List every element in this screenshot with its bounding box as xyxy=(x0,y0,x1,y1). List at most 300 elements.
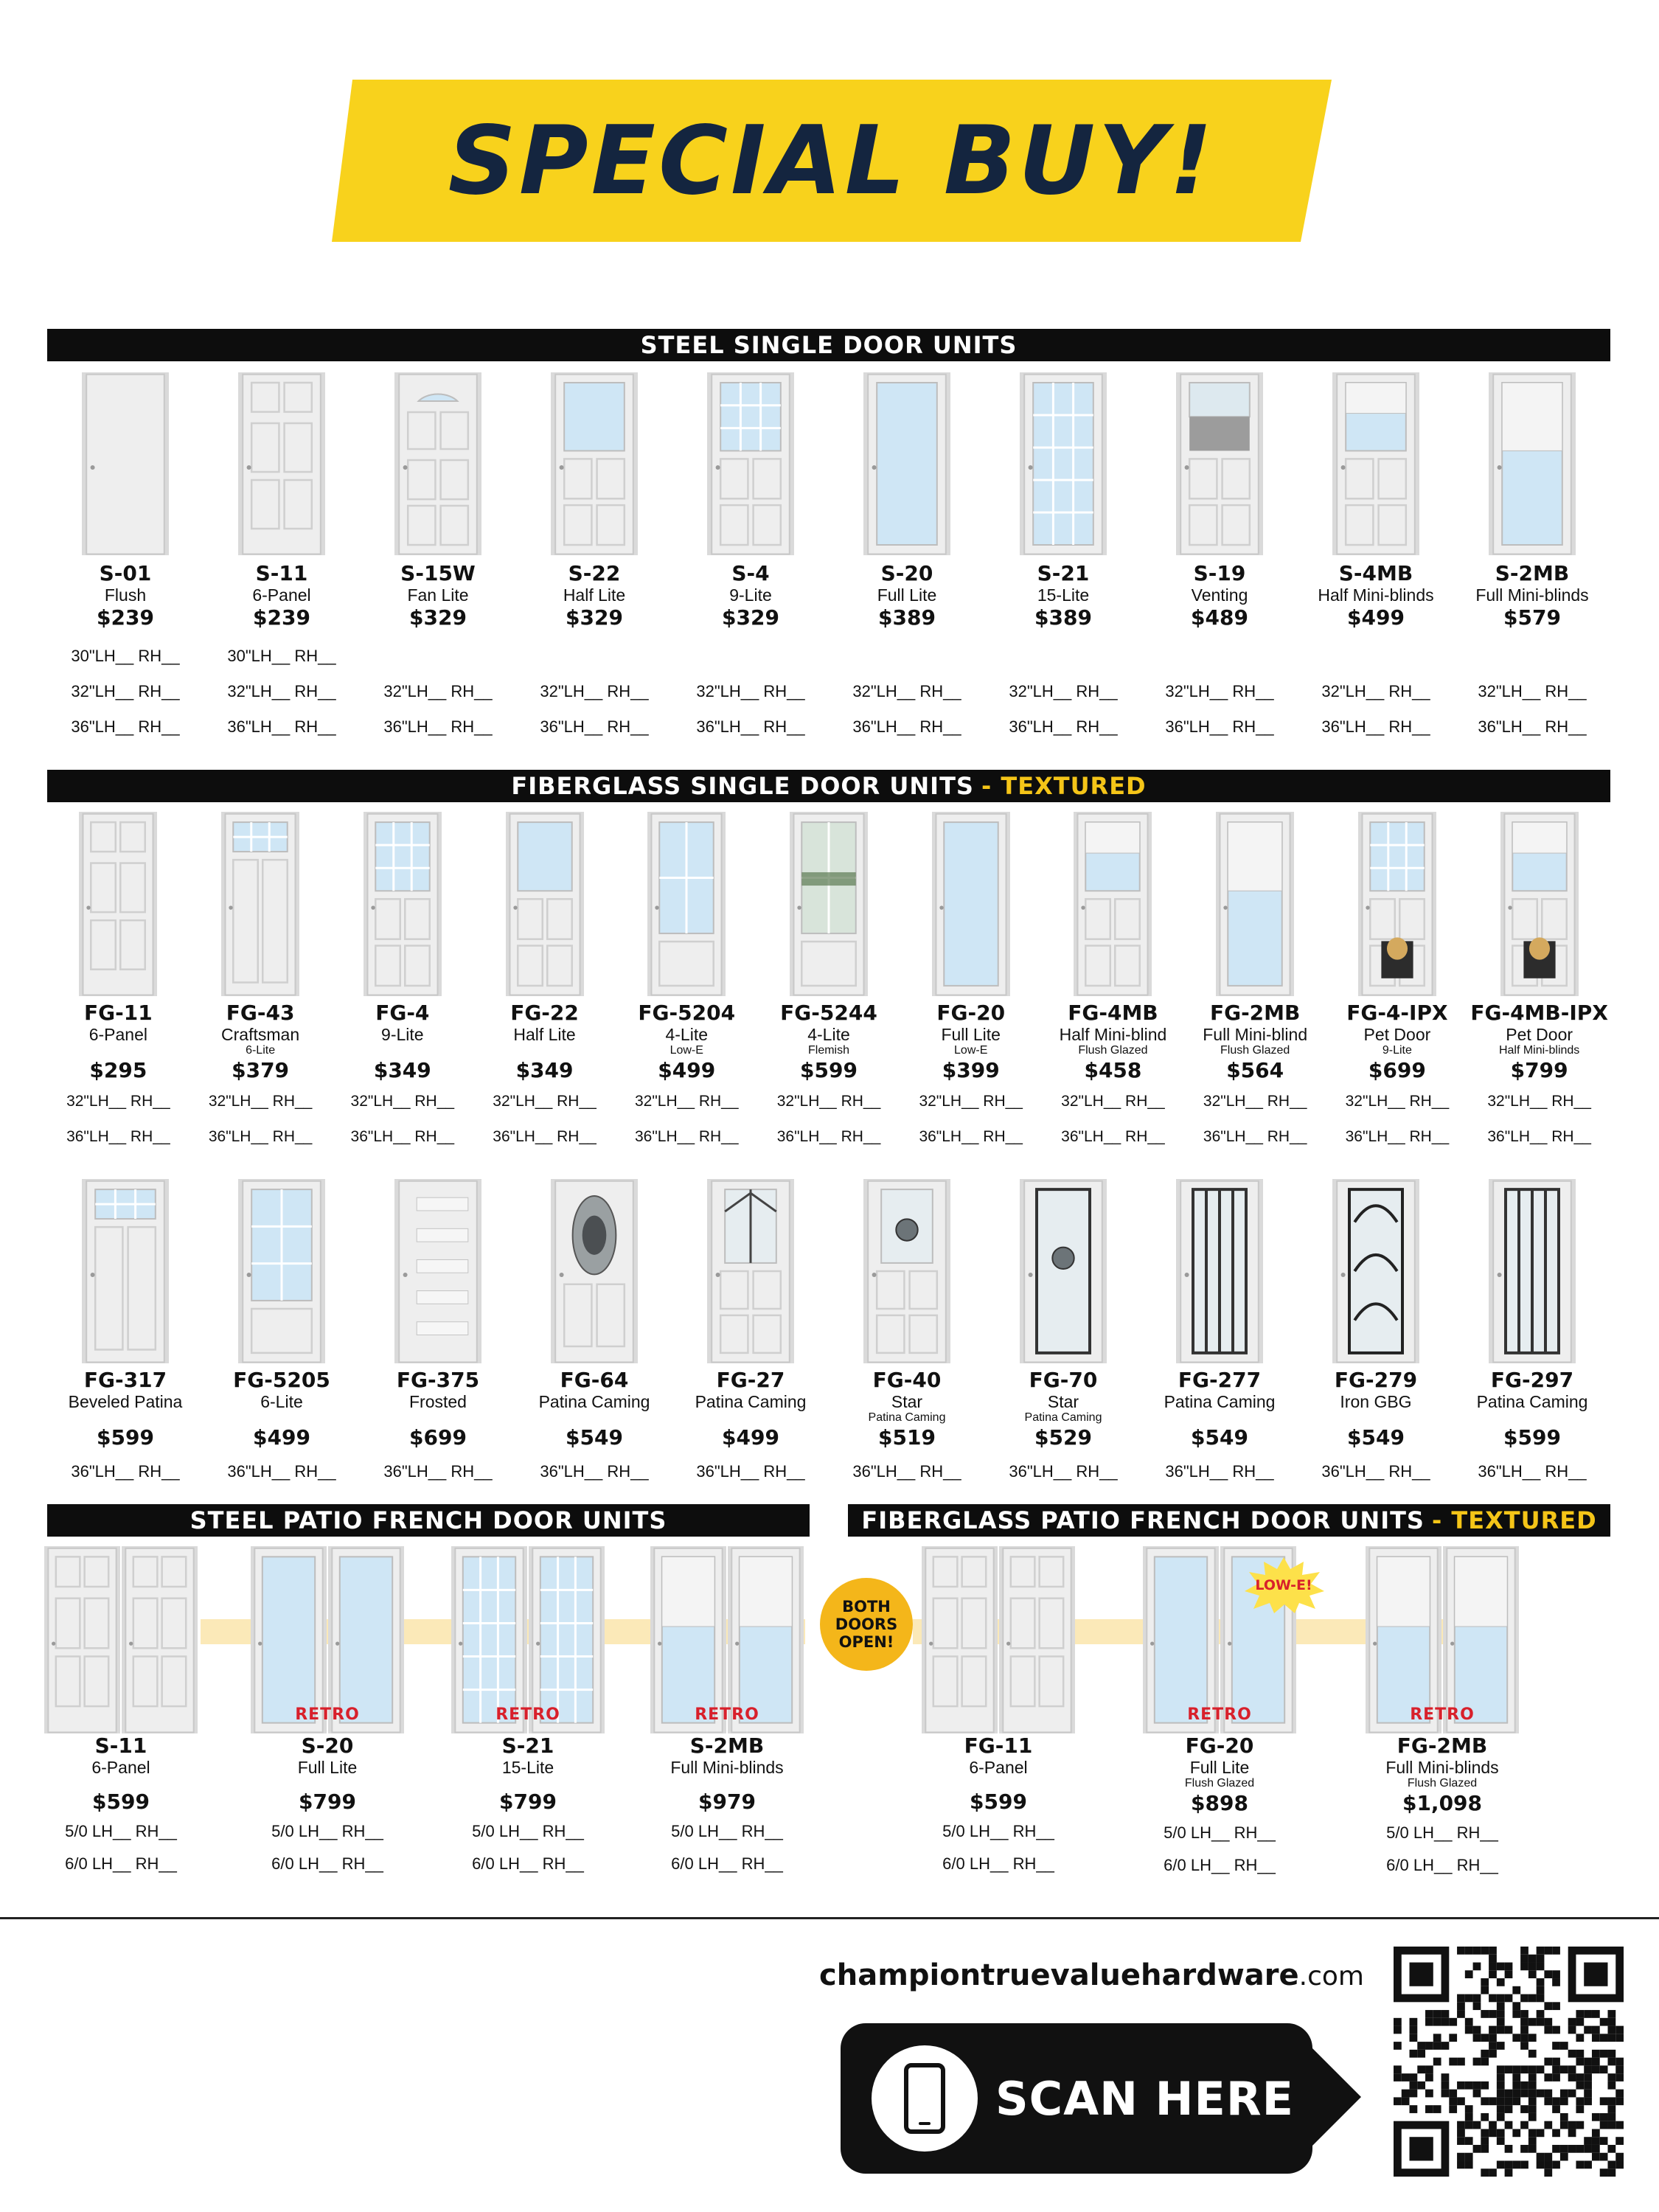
size-option: 6/0 LH__ RH__ xyxy=(65,1854,177,1873)
product-description: Full Lite xyxy=(1189,1758,1250,1777)
size-option: 32"LH__ RH__ xyxy=(1478,682,1587,700)
product-code: FG-375 xyxy=(396,1368,480,1392)
patio-door-thumbnail xyxy=(451,1545,605,1734)
product-fg-5244[interactable] xyxy=(758,811,900,1155)
patio-fg-11[interactable] xyxy=(910,1545,1087,1880)
product-fg-279[interactable] xyxy=(1298,1178,1454,1489)
size-option: 32"LH__ RH__ xyxy=(1061,1093,1165,1110)
product-description: Patina Caming xyxy=(695,1392,807,1411)
low-e-label: LOW-E! xyxy=(1255,1577,1312,1593)
product-description: Full Mini-blinds xyxy=(1475,585,1589,605)
size-option: 36"LH__ RH__ xyxy=(66,1128,170,1145)
product-fg-4mb-ipx[interactable] xyxy=(1468,811,1610,1155)
product-price: $549 xyxy=(1347,1425,1405,1450)
product-price: $599 xyxy=(97,1425,154,1450)
product-code: FG-11 xyxy=(964,1733,1033,1758)
product-code: S-20 xyxy=(301,1733,354,1758)
size-option: 6/0 LH__ RH__ xyxy=(1386,1856,1498,1874)
size-option: 32"LH__ RH__ xyxy=(383,682,493,700)
product-fg-4[interactable] xyxy=(331,811,473,1155)
product-description: Half Mini-blind xyxy=(1059,1025,1167,1044)
product-description: Full Mini-blinds xyxy=(670,1758,784,1777)
product-description: Craftsman xyxy=(221,1025,300,1044)
size-option: 6/0 LH__ RH__ xyxy=(1164,1856,1276,1874)
product-description: Half Lite xyxy=(563,585,626,605)
door-thumbnail xyxy=(394,372,482,556)
door-image xyxy=(363,811,442,997)
size-option: 36"LH__ RH__ xyxy=(1009,1462,1118,1481)
product-description: Patina Caming xyxy=(538,1392,650,1411)
product-subtitle: Patina Caming xyxy=(1024,1411,1102,1424)
product-price: $799 xyxy=(499,1790,557,1814)
size-option: 36"LH__ RH__ xyxy=(1009,717,1118,736)
size-option: 30"LH__ RH__ xyxy=(227,647,336,665)
product-price: $579 xyxy=(1503,605,1561,630)
size-option: 32"LH__ RH__ xyxy=(776,1093,881,1110)
size-option: 36"LH__ RH__ xyxy=(71,717,180,736)
size-option: 36"LH__ RH__ xyxy=(852,717,961,736)
product-code: S-4 xyxy=(731,561,770,585)
product-price: $389 xyxy=(1034,605,1092,630)
door-thumbnail xyxy=(1332,372,1420,556)
product-description: Pet Door xyxy=(1363,1025,1431,1044)
product-fg-317[interactable] xyxy=(47,1178,204,1489)
size-option: 32"LH__ RH__ xyxy=(350,1093,455,1110)
product-description: Half Mini-blinds xyxy=(1318,585,1434,605)
product-code: S-11 xyxy=(94,1733,147,1758)
size-option: 36"LH__ RH__ xyxy=(71,1462,180,1481)
size-option: 5/0 LH__ RH__ xyxy=(271,1822,383,1840)
door-image xyxy=(78,811,158,997)
product-subtitle: Low-E xyxy=(669,1044,703,1057)
section-accent: - TEXTURED xyxy=(1431,1506,1597,1534)
patio-s-20[interactable] xyxy=(239,1545,416,1880)
door-image xyxy=(863,1178,951,1364)
product-description: 15-Lite xyxy=(501,1758,554,1777)
product-price: $239 xyxy=(97,605,154,630)
size-option: 6/0 LH__ RH__ xyxy=(472,1854,584,1873)
door-image xyxy=(550,1178,639,1364)
door-image xyxy=(550,372,639,556)
size-option: 36"LH__ RH__ xyxy=(227,1462,336,1481)
phone-icon xyxy=(872,2045,978,2152)
size-option: 32"LH__ RH__ xyxy=(66,1093,170,1110)
product-description: 6-Lite xyxy=(260,1392,303,1411)
product-s-21[interactable] xyxy=(985,372,1141,745)
product-code: FG-2MB xyxy=(1209,1001,1301,1025)
section-title: STEEL PATIO FRENCH DOOR UNITS xyxy=(189,1506,667,1534)
size-option: 36"LH__ RH__ xyxy=(1345,1128,1450,1145)
product-price: $979 xyxy=(698,1790,756,1814)
product-description: Venting xyxy=(1191,585,1248,605)
product-price: $329 xyxy=(566,605,623,630)
door-image xyxy=(1488,372,1576,556)
product-fg-40[interactable] xyxy=(829,1178,985,1489)
size-option: 32"LH__ RH__ xyxy=(1487,1093,1591,1110)
size-option: 32"LH__ RH__ xyxy=(227,682,336,700)
product-price: $399 xyxy=(942,1058,1000,1082)
section-fiberglass-patio xyxy=(848,1504,1610,1537)
door-thumbnail xyxy=(931,811,1011,997)
door-image xyxy=(1332,1178,1420,1364)
product-price: $799 xyxy=(299,1790,356,1814)
fiberglass-row-2 xyxy=(47,1178,1610,1489)
retro-label: RETRO xyxy=(295,1705,360,1724)
product-code: FG-5205 xyxy=(233,1368,330,1392)
product-description: 6-Panel xyxy=(91,1758,150,1777)
product-description: Frosted xyxy=(409,1392,467,1411)
product-fg-297[interactable] xyxy=(1454,1178,1610,1489)
size-option: 36"LH__ RH__ xyxy=(1321,717,1430,736)
product-price: $699 xyxy=(409,1425,467,1450)
size-option: 36"LH__ RH__ xyxy=(1478,1462,1587,1481)
website-tld: .com xyxy=(1298,1961,1364,1992)
door-image xyxy=(706,372,795,556)
size-option: 36"LH__ RH__ xyxy=(919,1128,1023,1145)
product-code: S-2MB xyxy=(689,1733,765,1758)
door-image xyxy=(237,372,326,556)
door-thumbnail xyxy=(706,1178,795,1364)
product-fg-20[interactable] xyxy=(900,811,1042,1155)
badge-line: BOTH xyxy=(842,1598,891,1615)
door-thumbnail xyxy=(1019,1178,1107,1364)
product-price: $549 xyxy=(566,1425,623,1450)
door-thumbnail xyxy=(1175,1178,1264,1364)
product-price: $549 xyxy=(1191,1425,1248,1450)
size-option: 32"LH__ RH__ xyxy=(493,1093,597,1110)
door-image xyxy=(1215,811,1295,997)
door-thumbnail xyxy=(237,372,326,556)
retro-label: RETRO xyxy=(695,1705,759,1724)
door-image xyxy=(220,811,300,997)
product-description: Iron GBG xyxy=(1340,1392,1412,1411)
section-title: FIBERGLASS SINGLE DOOR UNITS xyxy=(511,772,974,800)
website-link[interactable] xyxy=(818,1958,1364,1992)
product-fg-375[interactable] xyxy=(360,1178,516,1489)
product-fg-2mb[interactable] xyxy=(1184,811,1326,1155)
door-image xyxy=(1488,1178,1576,1364)
door-image xyxy=(1019,372,1107,556)
size-option: 36"LH__ RH__ xyxy=(383,1462,493,1481)
door-thumbnail xyxy=(789,811,869,997)
size-option: 36"LH__ RH__ xyxy=(227,717,336,736)
arrow-right-icon xyxy=(1310,2045,1383,2149)
door-image xyxy=(789,811,869,997)
size-option: 36"LH__ RH__ xyxy=(208,1128,313,1145)
section-steel-single xyxy=(47,329,1610,361)
patio-door-thumbnail xyxy=(250,1545,405,1734)
product-description: 9-Lite xyxy=(381,1025,424,1044)
product-description: Beveled Patina xyxy=(68,1392,183,1411)
size-option: 32"LH__ RH__ xyxy=(71,682,180,700)
product-description: Full Lite xyxy=(297,1758,358,1777)
product-price: $489 xyxy=(1191,605,1248,630)
product-fg-70[interactable] xyxy=(985,1178,1141,1489)
door-thumbnail xyxy=(863,372,951,556)
product-description: 6-Panel xyxy=(88,1025,147,1044)
door-thumbnail xyxy=(647,811,726,997)
product-fg-4-ipx[interactable] xyxy=(1326,811,1469,1155)
size-option: 32"LH__ RH__ xyxy=(1203,1093,1307,1110)
product-code: FG-20 xyxy=(1185,1733,1254,1758)
patio-door-thumbnail xyxy=(650,1545,804,1734)
product-code: FG-4 xyxy=(375,1001,430,1025)
product-s-20[interactable] xyxy=(829,372,985,745)
product-description: Pet Door xyxy=(1506,1025,1573,1044)
size-option: 36"LH__ RH__ xyxy=(383,717,493,736)
door-image xyxy=(81,372,170,556)
qr-code[interactable] xyxy=(1394,1947,1624,2177)
door-thumbnail xyxy=(81,1178,170,1364)
product-price: $1,098 xyxy=(1402,1791,1483,1815)
door-image xyxy=(237,1178,326,1364)
product-price: $499 xyxy=(658,1058,716,1082)
section-title: FIBERGLASS PATIO FRENCH DOOR UNITS xyxy=(861,1506,1425,1534)
door-thumbnail xyxy=(1175,372,1264,556)
product-fg-277[interactable] xyxy=(1141,1178,1298,1489)
product-price: $599 xyxy=(800,1058,858,1082)
product-description: 4-Lite xyxy=(807,1025,850,1044)
french-door-image xyxy=(44,1545,198,1734)
banner-title: SPECIAL BUY! xyxy=(448,105,1216,216)
door-thumbnail xyxy=(220,811,300,997)
product-description: 9-Lite xyxy=(729,585,772,605)
special-buy-banner xyxy=(332,80,1332,242)
product-code: FG-40 xyxy=(872,1368,942,1392)
size-option: 36"LH__ RH__ xyxy=(634,1128,739,1145)
product-fg-64[interactable] xyxy=(516,1178,672,1489)
product-description: Fan Lite xyxy=(407,585,469,605)
product-code: S-21 xyxy=(501,1733,554,1758)
product-code: FG-22 xyxy=(510,1001,579,1025)
patio-s-21[interactable] xyxy=(439,1545,616,1880)
size-option: 32"LH__ RH__ xyxy=(1345,1093,1450,1110)
product-code: FG-4MB xyxy=(1068,1001,1158,1025)
door-thumbnail xyxy=(863,1178,951,1364)
door-image xyxy=(505,811,585,997)
product-description: Patina Caming xyxy=(1476,1392,1588,1411)
product-price: $599 xyxy=(1503,1425,1561,1450)
product-price: $599 xyxy=(92,1790,150,1814)
door-thumbnail xyxy=(550,372,639,556)
patio-door-thumbnail xyxy=(44,1545,198,1734)
both-doors-open-badge xyxy=(820,1578,913,1671)
product-description: Full Lite xyxy=(877,585,937,605)
size-option: 32"LH__ RH__ xyxy=(208,1093,313,1110)
product-price: $499 xyxy=(722,1425,779,1450)
product-s-15w[interactable] xyxy=(360,372,516,745)
patio-s-11[interactable] xyxy=(32,1545,209,1880)
product-code: FG-297 xyxy=(1490,1368,1574,1392)
section-title: STEEL SINGLE DOOR UNITS xyxy=(640,331,1018,359)
size-option: 32"LH__ RH__ xyxy=(852,682,961,700)
door-image xyxy=(1357,811,1437,997)
product-subtitle: Low-E xyxy=(954,1044,988,1057)
product-code: FG-2MB xyxy=(1397,1733,1488,1758)
product-price: $898 xyxy=(1191,1791,1248,1815)
product-code: S-22 xyxy=(568,561,621,585)
door-image xyxy=(1175,372,1264,556)
product-price: $529 xyxy=(1034,1425,1092,1450)
size-option: 5/0 LH__ RH__ xyxy=(472,1822,584,1840)
door-image xyxy=(1073,811,1152,997)
retro-label: RETRO xyxy=(1187,1705,1252,1724)
footer-divider xyxy=(0,1917,1659,1919)
product-price: $599 xyxy=(970,1790,1027,1814)
patio-s-2mb[interactable] xyxy=(639,1545,815,1880)
size-option: 32"LH__ RH__ xyxy=(1009,682,1118,700)
product-s-19[interactable] xyxy=(1141,372,1298,745)
website-domain: championtruevaluehardware xyxy=(819,1958,1299,1992)
door-thumbnail xyxy=(1488,372,1576,556)
size-option: 32"LH__ RH__ xyxy=(919,1093,1023,1110)
size-option: 32"LH__ RH__ xyxy=(1321,682,1430,700)
door-thumbnail xyxy=(78,811,158,997)
product-price: $379 xyxy=(232,1058,290,1082)
size-option: 36"LH__ RH__ xyxy=(1165,1462,1274,1481)
size-option: 6/0 LH__ RH__ xyxy=(942,1854,1054,1873)
section-steel-patio xyxy=(47,1504,810,1537)
product-price: $499 xyxy=(253,1425,310,1450)
badge-line: OPEN! xyxy=(838,1633,894,1651)
product-code: S-11 xyxy=(255,561,308,585)
size-option: 36"LH__ RH__ xyxy=(1487,1128,1591,1145)
size-option: 5/0 LH__ RH__ xyxy=(1386,1823,1498,1842)
door-image xyxy=(1175,1178,1264,1364)
product-code: S-01 xyxy=(99,561,152,585)
fiberglass-row-1 xyxy=(47,811,1610,1155)
product-price: $458 xyxy=(1084,1058,1142,1082)
product-fg-5204[interactable] xyxy=(616,811,758,1155)
size-option: 6/0 LH__ RH__ xyxy=(671,1854,783,1873)
product-fg-27[interactable] xyxy=(672,1178,829,1489)
door-thumbnail xyxy=(1500,811,1579,997)
product-description: 15-Lite xyxy=(1037,585,1090,605)
size-option: 36"LH__ RH__ xyxy=(852,1462,961,1481)
door-thumbnail xyxy=(394,1178,482,1364)
product-subtitle: 6-Lite xyxy=(246,1044,276,1057)
door-image xyxy=(81,1178,170,1364)
door-thumbnail xyxy=(1332,1178,1420,1364)
product-code: S-2MB xyxy=(1495,561,1570,585)
door-image xyxy=(647,811,726,997)
product-code: S-4MB xyxy=(1338,561,1413,585)
product-fg-11[interactable] xyxy=(47,811,189,1155)
product-fg-43[interactable] xyxy=(189,811,332,1155)
patio-fg-2mb[interactable] xyxy=(1354,1545,1531,1882)
size-option: 6/0 LH__ RH__ xyxy=(271,1854,383,1873)
product-price: $329 xyxy=(409,605,467,630)
size-option: 5/0 LH__ RH__ xyxy=(1164,1823,1276,1842)
size-option: 36"LH__ RH__ xyxy=(1165,717,1274,736)
product-code: FG-20 xyxy=(936,1001,1006,1025)
product-code: FG-43 xyxy=(226,1001,295,1025)
door-thumbnail xyxy=(505,811,585,997)
steel-single-row xyxy=(47,372,1610,745)
product-price: $799 xyxy=(1510,1058,1568,1082)
product-description: 4-Lite xyxy=(665,1025,709,1044)
product-description: Full Lite xyxy=(941,1025,1001,1044)
product-code: S-20 xyxy=(880,561,933,585)
door-thumbnail xyxy=(1215,811,1295,997)
product-s-01[interactable] xyxy=(47,372,204,745)
product-subtitle: Flush Glazed xyxy=(1407,1777,1478,1790)
size-option: 5/0 LH__ RH__ xyxy=(942,1822,1054,1840)
product-fg-5205[interactable] xyxy=(204,1178,360,1489)
size-option: 36"LH__ RH__ xyxy=(1478,717,1587,736)
product-fg-22[interactable] xyxy=(473,811,616,1155)
product-s-11[interactable] xyxy=(204,372,360,745)
product-description: Star xyxy=(891,1392,923,1411)
retro-label: RETRO xyxy=(1410,1705,1475,1724)
door-thumbnail xyxy=(706,372,795,556)
product-s-4mb[interactable] xyxy=(1298,372,1454,745)
product-code: FG-279 xyxy=(1334,1368,1418,1392)
product-s-22[interactable] xyxy=(516,372,672,745)
product-price: $499 xyxy=(1347,605,1405,630)
size-option: 36"LH__ RH__ xyxy=(540,1462,649,1481)
product-price: $389 xyxy=(878,605,936,630)
badge-line: DOORS xyxy=(835,1615,898,1633)
size-option: 36"LH__ RH__ xyxy=(696,717,805,736)
product-description: Flush xyxy=(104,585,147,605)
door-image xyxy=(1332,372,1420,556)
scan-here-button[interactable] xyxy=(841,2023,1312,2174)
product-subtitle: Flush Glazed xyxy=(1220,1044,1290,1057)
product-description: 6-Panel xyxy=(969,1758,1028,1777)
product-code: FG-70 xyxy=(1029,1368,1098,1392)
product-price: $239 xyxy=(253,605,310,630)
product-code: S-15W xyxy=(400,561,476,585)
product-price: $699 xyxy=(1368,1058,1426,1082)
product-code: FG-27 xyxy=(716,1368,785,1392)
size-option: 36"LH__ RH__ xyxy=(493,1128,597,1145)
product-code: FG-4MB-IPX xyxy=(1470,1001,1608,1025)
size-option: 5/0 LH__ RH__ xyxy=(671,1822,783,1840)
french-door-image xyxy=(921,1545,1076,1734)
size-option: 30"LH__ RH__ xyxy=(71,647,180,665)
section-accent: - TEXTURED xyxy=(981,772,1147,800)
product-subtitle: Half Mini-blinds xyxy=(1498,1044,1580,1057)
product-subtitle: Flush Glazed xyxy=(1184,1777,1255,1790)
product-description: Full Mini-blind xyxy=(1203,1025,1308,1044)
door-image xyxy=(394,372,482,556)
door-thumbnail xyxy=(1073,811,1152,997)
product-description: 6-Panel xyxy=(252,585,311,605)
product-fg-4mb[interactable] xyxy=(1042,811,1184,1155)
product-price: $564 xyxy=(1226,1058,1284,1082)
product-price: $329 xyxy=(722,605,779,630)
door-image xyxy=(863,372,951,556)
size-option: 32"LH__ RH__ xyxy=(1165,682,1274,700)
product-code: FG-5204 xyxy=(638,1001,736,1025)
product-code: FG-317 xyxy=(83,1368,167,1392)
product-code: FG-64 xyxy=(560,1368,629,1392)
door-thumbnail xyxy=(1019,372,1107,556)
door-image xyxy=(931,811,1011,997)
size-option: 32"LH__ RH__ xyxy=(540,682,649,700)
door-thumbnail xyxy=(1357,811,1437,997)
scan-here-label: SCAN HERE xyxy=(995,2071,1294,2126)
product-s-4[interactable] xyxy=(672,372,829,745)
low-e-badge xyxy=(1243,1557,1324,1613)
product-description: Patina Caming xyxy=(1164,1392,1276,1411)
patio-door-thumbnail xyxy=(921,1545,1076,1734)
size-option: 32"LH__ RH__ xyxy=(696,682,805,700)
product-s-2mb[interactable] xyxy=(1454,372,1610,745)
product-code: FG-4-IPX xyxy=(1346,1001,1448,1025)
product-code: FG-11 xyxy=(84,1001,153,1025)
